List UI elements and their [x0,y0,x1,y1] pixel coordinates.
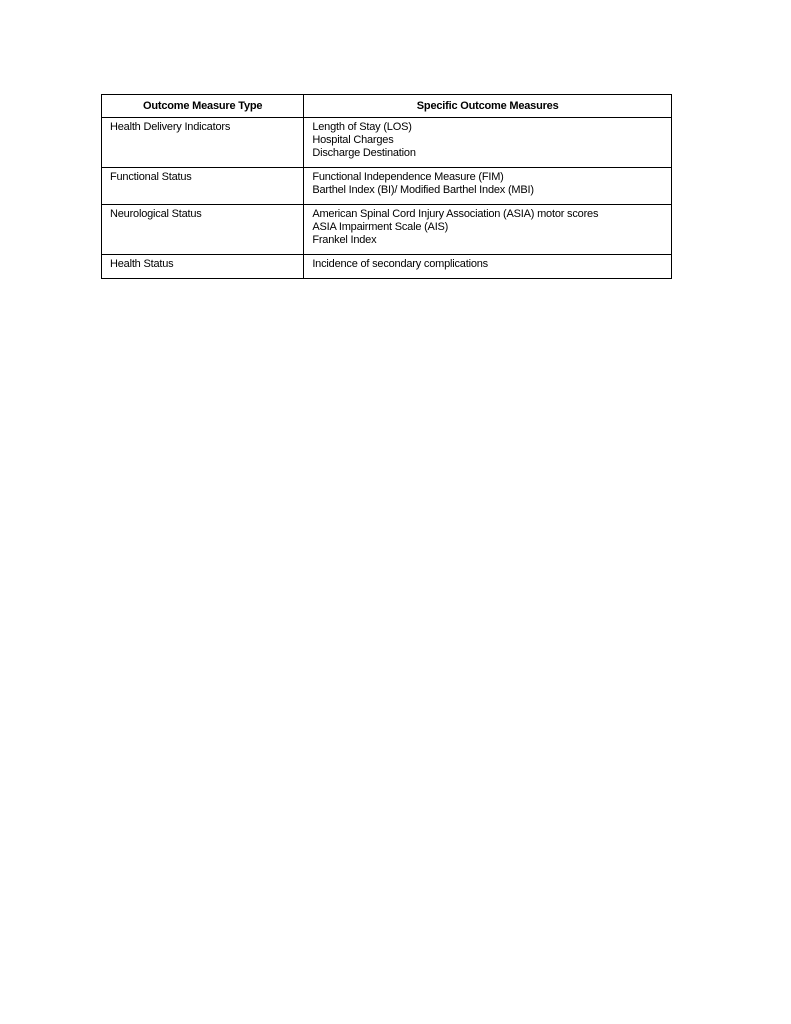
outcome-measures-cell [304,168,672,205]
table-row [102,168,672,205]
outcome-measures-table [101,94,672,279]
outcome-type-cell: Neurological Status [102,205,304,255]
measure-item: Hospital Charges [312,134,394,146]
measure-item: Length of Stay (LOS) [312,121,412,133]
header-outcome-measure-type: Outcome Measure Type [102,95,304,118]
measure-item: American Spinal Cord Injury Association (ASIA) motor scores [312,208,599,220]
measure-item: Functional Independence Measure (FIM) [312,171,504,183]
header-specific-outcome-measures: Specific Outcome Measures [304,95,672,118]
outcome-measures-cell [304,255,672,279]
outcome-type-cell: Functional Status [102,168,304,205]
table-row [102,118,672,168]
measure-item: Frankel Index [312,234,377,246]
outcome-measures-cell [304,205,672,255]
outcome-type-cell: Health Delivery Indicators [102,118,304,168]
table-header-row [102,95,672,118]
measure-item: Discharge Destination [312,147,416,159]
measure-item: ASIA Impairment Scale (AIS) [312,221,449,233]
table-row [102,255,672,279]
measure-item: Barthel Index (BI)/ Modified Barthel Index (MBI) [312,184,534,196]
measure-item: Incidence of secondary complications [312,258,488,270]
table-row [102,205,672,255]
outcome-measures-cell [304,118,672,168]
outcome-type-cell: Health Status [102,255,304,279]
